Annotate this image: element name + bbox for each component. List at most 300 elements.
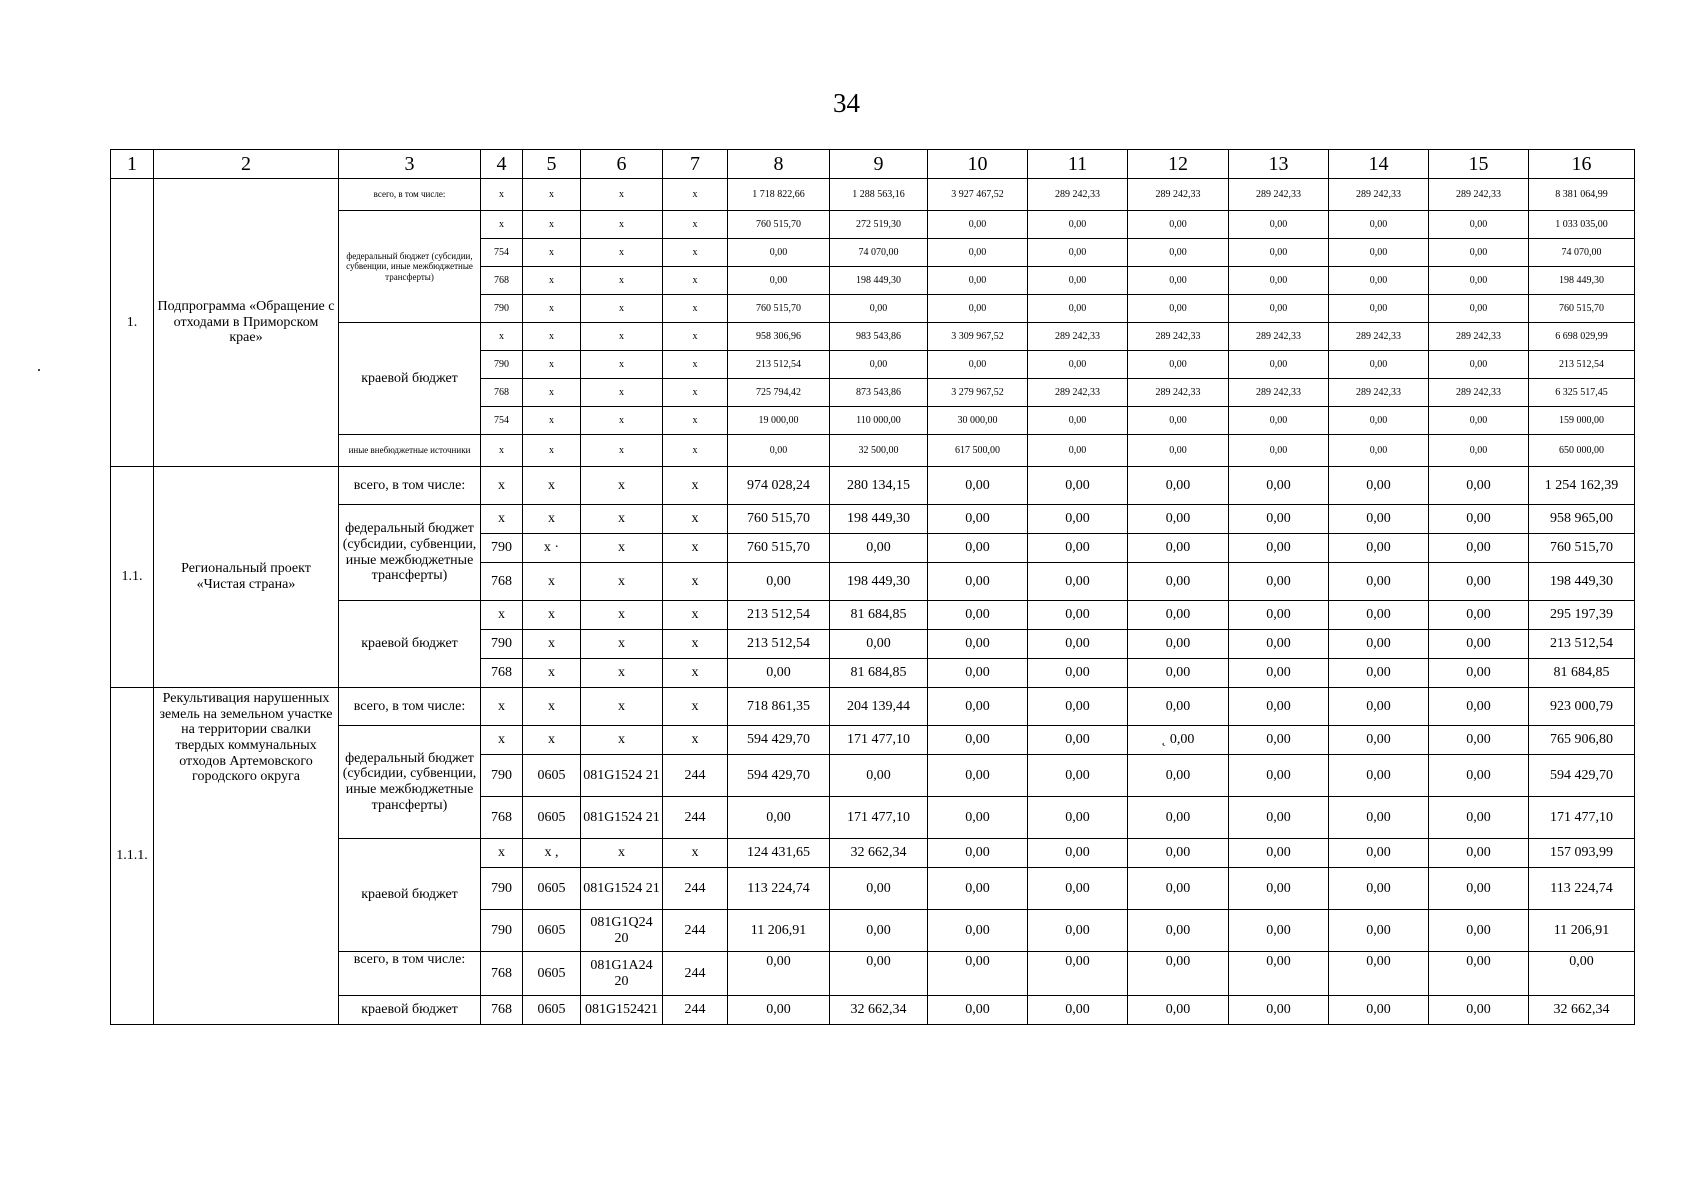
amount-cell: 0,00	[1329, 755, 1429, 797]
code-cell: 0605	[523, 868, 581, 910]
amount-cell: 958 306,96	[728, 323, 830, 351]
code-cell: x	[581, 688, 663, 726]
amount-cell: 157 093,99	[1529, 839, 1635, 868]
amount-cell: 0,00	[1429, 534, 1529, 563]
code-cell: x	[481, 211, 523, 239]
amount-cell: 289 242,33	[1128, 179, 1229, 211]
code-cell: 0605	[523, 952, 581, 996]
amount-cell: 0,00	[928, 295, 1028, 323]
amount-cell: 0,00	[1229, 267, 1329, 295]
amount-cell: 0,00	[1229, 868, 1329, 910]
code-cell: 244	[663, 996, 728, 1025]
amount-cell: 0,00	[1128, 211, 1229, 239]
amount-cell: 0,00	[1128, 952, 1229, 996]
code-cell: x	[581, 630, 663, 659]
amount-cell: 0,00	[1128, 505, 1229, 534]
amount-cell: ˛ 0,00	[1128, 726, 1229, 755]
program-name-cell: Региональный проект «Чистая страна»	[154, 467, 339, 688]
code-cell: x	[481, 505, 523, 534]
amount-cell: 0,00	[928, 659, 1028, 688]
code-cell: x	[481, 688, 523, 726]
amount-cell: 760 515,70	[1529, 295, 1635, 323]
program-name-cell: Рекультивация нарушенных земель на земельном участке на территории свалки твердых коммунальных отходов Артемовского городского округа	[154, 688, 339, 1025]
amount-cell: 0,00	[1028, 351, 1128, 379]
amount-cell: 0,00	[1229, 211, 1329, 239]
column-header: 5	[523, 150, 581, 179]
code-cell: x	[581, 505, 663, 534]
amount-cell: 0,00	[928, 755, 1028, 797]
code-cell: x	[523, 563, 581, 601]
amount-cell: 983 543,86	[830, 323, 928, 351]
amount-cell: 0,00	[1028, 910, 1128, 952]
amount-cell: 0,00	[928, 351, 1028, 379]
code-cell: x	[481, 601, 523, 630]
amount-cell: 0,00	[1329, 630, 1429, 659]
code-cell: 790	[481, 351, 523, 379]
amount-cell: 110 000,00	[830, 407, 928, 435]
amount-cell: 0,00	[1028, 267, 1128, 295]
code-cell: x	[581, 659, 663, 688]
column-header: 12	[1128, 150, 1229, 179]
amount-cell: 0,00	[1028, 688, 1128, 726]
amount-cell: 0,00	[928, 267, 1028, 295]
code-cell: 244	[663, 755, 728, 797]
code-cell: 081G1524 21	[581, 868, 663, 910]
code-cell: 081G152421	[581, 996, 663, 1025]
amount-cell: 74 070,00	[830, 239, 928, 267]
code-cell: x	[581, 379, 663, 407]
amount-cell: 0,00	[1229, 996, 1329, 1025]
amount-cell: 760 515,70	[728, 505, 830, 534]
scan-speck	[38, 369, 40, 371]
funding-source-cell: всего, в том числе:	[339, 688, 481, 726]
amount-cell: 594 429,70	[1529, 755, 1635, 797]
amount-cell: 198 449,30	[830, 267, 928, 295]
table-row	[111, 601, 1635, 630]
code-cell: x	[663, 351, 728, 379]
code-cell: x	[481, 726, 523, 755]
amount-cell: 289 242,33	[1229, 179, 1329, 211]
amount-cell: 0,00	[1429, 407, 1529, 435]
amount-cell: 0,00	[1329, 868, 1429, 910]
amount-cell: 0,00	[1329, 659, 1429, 688]
amount-cell: 0,00	[830, 755, 928, 797]
amount-cell: 198 449,30	[830, 505, 928, 534]
amount-cell: 0,00	[1128, 563, 1229, 601]
amount-cell: 0,00	[1429, 797, 1529, 839]
amount-cell: 0,00	[830, 868, 928, 910]
amount-cell: 0,00	[1229, 839, 1329, 868]
page-number: 34	[833, 88, 860, 118]
amount-cell: 0,00	[1028, 211, 1128, 239]
code-cell: 790	[481, 755, 523, 797]
table-row	[111, 505, 1635, 534]
code-cell: x	[523, 379, 581, 407]
table-row	[111, 467, 1635, 505]
amount-cell: 0,00	[928, 211, 1028, 239]
amount-cell: 0,00	[830, 351, 928, 379]
column-header: 1	[111, 150, 154, 179]
code-cell: 081G1524 21	[581, 797, 663, 839]
amount-cell: 0,00	[1329, 601, 1429, 630]
amount-cell: 289 242,33	[1028, 179, 1128, 211]
amount-cell: 289 242,33	[1128, 379, 1229, 407]
amount-cell: 0,00	[1028, 839, 1128, 868]
amount-cell: 0,00	[1429, 563, 1529, 601]
amount-cell: 0,00	[1128, 996, 1229, 1025]
amount-cell: 0,00	[1028, 467, 1128, 505]
amount-cell: 0,00	[728, 659, 830, 688]
amount-cell: 0,00	[1429, 467, 1529, 505]
amount-cell: 0,00	[1329, 211, 1429, 239]
amount-cell: 1 033 035,00	[1529, 211, 1635, 239]
amount-cell: 0,00	[1229, 563, 1329, 601]
funding-source-cell: краевой бюджет	[339, 601, 481, 688]
amount-cell: 19 000,00	[728, 407, 830, 435]
column-header: 11	[1028, 150, 1128, 179]
amount-cell: 0,00	[1028, 630, 1128, 659]
code-cell: x	[581, 179, 663, 211]
amount-cell: 0,00	[928, 239, 1028, 267]
amount-cell: 0,00	[1028, 659, 1128, 688]
amount-cell: 0,00	[928, 839, 1028, 868]
code-cell: x	[663, 323, 728, 351]
amount-cell: 0,00	[1329, 295, 1429, 323]
amount-cell: 289 242,33	[1028, 379, 1128, 407]
amount-cell: 113 224,74	[728, 868, 830, 910]
amount-cell: 213 512,54	[1529, 630, 1635, 659]
code-cell: x	[581, 323, 663, 351]
amount-cell: 11 206,91	[1529, 910, 1635, 952]
amount-cell: 0,00	[1329, 797, 1429, 839]
amount-cell: 0,00	[830, 952, 928, 996]
code-cell: x	[581, 726, 663, 755]
amount-cell: 0,00	[1028, 868, 1128, 910]
code-cell: 244	[663, 952, 728, 996]
code-cell: 790	[481, 910, 523, 952]
code-cell: x	[481, 179, 523, 211]
amount-cell: 0,00	[1429, 910, 1529, 952]
amount-cell: 0,00	[1429, 839, 1529, 868]
amount-cell: 0,00	[1229, 726, 1329, 755]
code-cell: 790	[481, 630, 523, 659]
funding-source-cell: всего, в том числе:	[339, 467, 481, 505]
amount-cell: 3 927 467,52	[928, 179, 1028, 211]
code-cell: x	[581, 351, 663, 379]
code-cell: x	[581, 407, 663, 435]
funding-source-cell: краевой бюджет	[339, 839, 481, 952]
amount-cell: 289 242,33	[1329, 179, 1429, 211]
amount-cell: 0,00	[1329, 996, 1429, 1025]
funding-source-cell: федеральный бюджет (субсидии, субвенции, иные межбюджетные трансферты)	[339, 211, 481, 323]
amount-cell: 0,00	[1229, 797, 1329, 839]
code-cell: 081G1A24 20	[581, 952, 663, 996]
amount-cell: 594 429,70	[728, 755, 830, 797]
amount-cell: 289 242,33	[1229, 323, 1329, 351]
amount-cell: 0,00	[1329, 952, 1429, 996]
amount-cell: 32 662,34	[1529, 996, 1635, 1025]
amount-cell: 0,00	[1028, 996, 1128, 1025]
amount-cell: 0,00	[1128, 839, 1229, 868]
amount-cell: 204 139,44	[830, 688, 928, 726]
amount-cell: 0,00	[1229, 351, 1329, 379]
column-header: 13	[1229, 150, 1329, 179]
column-header: 6	[581, 150, 663, 179]
column-header: 3	[339, 150, 481, 179]
table-row	[111, 435, 1635, 467]
code-cell: 768	[481, 563, 523, 601]
code-cell: x	[581, 563, 663, 601]
code-cell: 0605	[523, 797, 581, 839]
amount-cell: 0,00	[1329, 467, 1429, 505]
table-row	[111, 179, 1635, 211]
code-cell: x	[663, 505, 728, 534]
amount-cell: 3 309 967,52	[928, 323, 1028, 351]
amount-cell: 32 500,00	[830, 435, 928, 467]
code-cell: x	[581, 467, 663, 505]
code-cell: x	[523, 267, 581, 295]
amount-cell: 0,00	[1429, 267, 1529, 295]
code-cell: x	[523, 211, 581, 239]
funding-source-cell: федеральный бюджет (субсидии, субвенции, иные межбюджетные трансферты)	[339, 505, 481, 601]
amount-cell: 213 512,54	[728, 601, 830, 630]
amount-cell: 0,00	[1429, 952, 1529, 996]
table-row	[111, 952, 1635, 996]
amount-cell: 0,00	[928, 563, 1028, 601]
code-cell: x	[663, 267, 728, 295]
amount-cell: 0,00	[928, 630, 1028, 659]
code-cell: x ·	[523, 534, 581, 563]
table-row	[111, 726, 1635, 755]
amount-cell: 0,00	[1329, 688, 1429, 726]
code-cell: 754	[481, 239, 523, 267]
amount-cell: 0,00	[1229, 688, 1329, 726]
amount-cell: 0,00	[928, 601, 1028, 630]
amount-cell: 0,00	[928, 726, 1028, 755]
amount-cell: 873 543,86	[830, 379, 928, 407]
code-cell: 790	[481, 295, 523, 323]
amount-cell: 958 965,00	[1529, 505, 1635, 534]
amount-cell: 0,00	[1028, 726, 1128, 755]
amount-cell: 159 000,00	[1529, 407, 1635, 435]
amount-cell: 81 684,85	[830, 601, 928, 630]
amount-cell: 295 197,39	[1529, 601, 1635, 630]
code-cell: 768	[481, 659, 523, 688]
amount-cell: 171 477,10	[830, 726, 928, 755]
code-cell: x	[481, 435, 523, 467]
amount-cell: 0,00	[1329, 910, 1429, 952]
table-row	[111, 688, 1635, 726]
amount-cell: 0,00	[1128, 601, 1229, 630]
amount-cell: 0,00	[728, 797, 830, 839]
amount-cell: 0,00	[1329, 726, 1429, 755]
amount-cell: 0,00	[728, 952, 830, 996]
amount-cell: 0,00	[1329, 563, 1429, 601]
column-header: 7	[663, 150, 728, 179]
amount-cell: 0,00	[1128, 630, 1229, 659]
code-cell: 768	[481, 996, 523, 1025]
code-cell: x	[581, 435, 663, 467]
code-cell: x	[481, 323, 523, 351]
amount-cell: 0,00	[1229, 659, 1329, 688]
code-cell: x	[663, 295, 728, 323]
column-header: 10	[928, 150, 1028, 179]
amount-cell: 0,00	[1229, 534, 1329, 563]
amount-cell: 0,00	[1028, 952, 1128, 996]
amount-cell: 617 500,00	[928, 435, 1028, 467]
amount-cell: 760 515,70	[728, 211, 830, 239]
amount-cell: 0,00	[1229, 467, 1329, 505]
amount-cell: 0,00	[1028, 295, 1128, 323]
code-cell: 244	[663, 868, 728, 910]
table-row	[111, 996, 1635, 1025]
amount-cell: 0,00	[1429, 351, 1529, 379]
code-cell: 081G1524 21	[581, 755, 663, 797]
amount-cell: 0,00	[1329, 505, 1429, 534]
code-cell: 768	[481, 952, 523, 996]
amount-cell: 0,00	[1128, 688, 1229, 726]
amount-cell: 760 515,70	[728, 534, 830, 563]
funding-source-cell: федеральный бюджет (субсидии, субвенции, иные межбюджетные трансферты)	[339, 726, 481, 839]
code-cell: x	[523, 323, 581, 351]
amount-cell: 0,00	[1229, 407, 1329, 435]
code-cell: 081G1Q24 20	[581, 910, 663, 952]
amount-cell: 718 861,35	[728, 688, 830, 726]
code-cell: x	[523, 295, 581, 323]
amount-cell: 213 512,54	[728, 630, 830, 659]
code-cell: x	[523, 659, 581, 688]
code-cell: x	[663, 688, 728, 726]
amount-cell: 0,00	[1229, 952, 1329, 996]
amount-cell: 0,00	[1128, 910, 1229, 952]
amount-cell: 0,00	[728, 996, 830, 1025]
amount-cell: 0,00	[728, 239, 830, 267]
amount-cell: 725 794,42	[728, 379, 830, 407]
amount-cell: 1 254 162,39	[1529, 467, 1635, 505]
amount-cell: 0,00	[928, 467, 1028, 505]
code-cell: x	[663, 726, 728, 755]
code-cell: x	[523, 505, 581, 534]
code-cell: x	[581, 534, 663, 563]
header-row	[111, 150, 1635, 179]
code-cell: x	[523, 179, 581, 211]
column-header: 14	[1329, 150, 1429, 179]
amount-cell: 0,00	[1329, 351, 1429, 379]
code-cell: x	[663, 211, 728, 239]
table-row	[111, 211, 1635, 239]
code-cell: 768	[481, 267, 523, 295]
amount-cell: 0,00	[1229, 505, 1329, 534]
amount-cell: 0,00	[1229, 601, 1329, 630]
amount-cell: 0,00	[1028, 505, 1128, 534]
amount-cell: 81 684,85	[1529, 659, 1635, 688]
funding-source-cell: всего, в том числе:	[339, 952, 481, 996]
amount-cell: 0,00	[1128, 435, 1229, 467]
funding-source-cell: иные внебюджетные источники	[339, 435, 481, 467]
code-cell: x	[523, 435, 581, 467]
amount-cell: 765 906,80	[1529, 726, 1635, 755]
amount-cell: 171 477,10	[1529, 797, 1635, 839]
code-cell: x	[663, 659, 728, 688]
amount-cell: 0,00	[1128, 534, 1229, 563]
amount-cell: 760 515,70	[1529, 534, 1635, 563]
amount-cell: 0,00	[1429, 996, 1529, 1025]
amount-cell: 0,00	[1429, 659, 1529, 688]
code-cell: x	[523, 726, 581, 755]
amount-cell: 8 381 064,99	[1529, 179, 1635, 211]
amount-cell: 0,00	[728, 267, 830, 295]
code-cell: 768	[481, 379, 523, 407]
amount-cell: 0,00	[1429, 435, 1529, 467]
amount-cell: 0,00	[1128, 797, 1229, 839]
budget-table	[110, 149, 1635, 1025]
funding-source-cell: краевой бюджет	[339, 996, 481, 1025]
amount-cell: 289 242,33	[1429, 379, 1529, 407]
code-cell: 790	[481, 534, 523, 563]
code-cell: 768	[481, 797, 523, 839]
amount-cell: 0,00	[1429, 868, 1529, 910]
amount-cell: 0,00	[1329, 267, 1429, 295]
code-cell: x	[663, 534, 728, 563]
column-header: 16	[1529, 150, 1635, 179]
code-cell: x	[663, 179, 728, 211]
code-cell: x	[663, 839, 728, 868]
amount-cell: 289 242,33	[1329, 323, 1429, 351]
code-cell: 0605	[523, 755, 581, 797]
amount-cell: 0,00	[1229, 239, 1329, 267]
amount-cell: 0,00	[1028, 407, 1128, 435]
amount-cell: 11 206,91	[728, 910, 830, 952]
amount-cell: 32 662,34	[830, 996, 928, 1025]
amount-cell: 0,00	[728, 563, 830, 601]
amount-cell: 289 242,33	[1028, 323, 1128, 351]
amount-cell: 30 000,00	[928, 407, 1028, 435]
amount-cell: 272 519,30	[830, 211, 928, 239]
table-row	[111, 839, 1635, 868]
amount-cell: 289 242,33	[1329, 379, 1429, 407]
amount-cell: 0,00	[830, 534, 928, 563]
amount-cell: 0,00	[1128, 239, 1229, 267]
code-cell: x ,	[523, 839, 581, 868]
amount-cell: 0,00	[1028, 563, 1128, 601]
amount-cell: 0,00	[1329, 534, 1429, 563]
amount-cell: 0,00	[1529, 952, 1635, 996]
amount-cell: 0,00	[830, 910, 928, 952]
funding-source-cell: всего, в том числе:	[339, 179, 481, 211]
amount-cell: 213 512,54	[728, 351, 830, 379]
amount-cell: 171 477,10	[830, 797, 928, 839]
amount-cell: 213 512,54	[1529, 351, 1635, 379]
amount-cell: 0,00	[830, 630, 928, 659]
amount-cell: 0,00	[1028, 601, 1128, 630]
amount-cell: 974 028,24	[728, 467, 830, 505]
code-cell: 0605	[523, 996, 581, 1025]
amount-cell: 0,00	[1429, 505, 1529, 534]
code-cell: 790	[481, 868, 523, 910]
code-cell: 244	[663, 797, 728, 839]
amount-cell: 0,00	[1229, 755, 1329, 797]
code-cell: x	[523, 467, 581, 505]
row-number-cell: 1.1.1.	[111, 688, 154, 1025]
amount-cell: 0,00	[830, 295, 928, 323]
amount-cell: 0,00	[1128, 659, 1229, 688]
code-cell: x	[663, 407, 728, 435]
amount-cell: 0,00	[928, 996, 1028, 1025]
amount-cell: 0,00	[1128, 868, 1229, 910]
amount-cell: 6 698 029,99	[1529, 323, 1635, 351]
amount-cell: 0,00	[928, 688, 1028, 726]
amount-cell: 3 279 967,52	[928, 379, 1028, 407]
